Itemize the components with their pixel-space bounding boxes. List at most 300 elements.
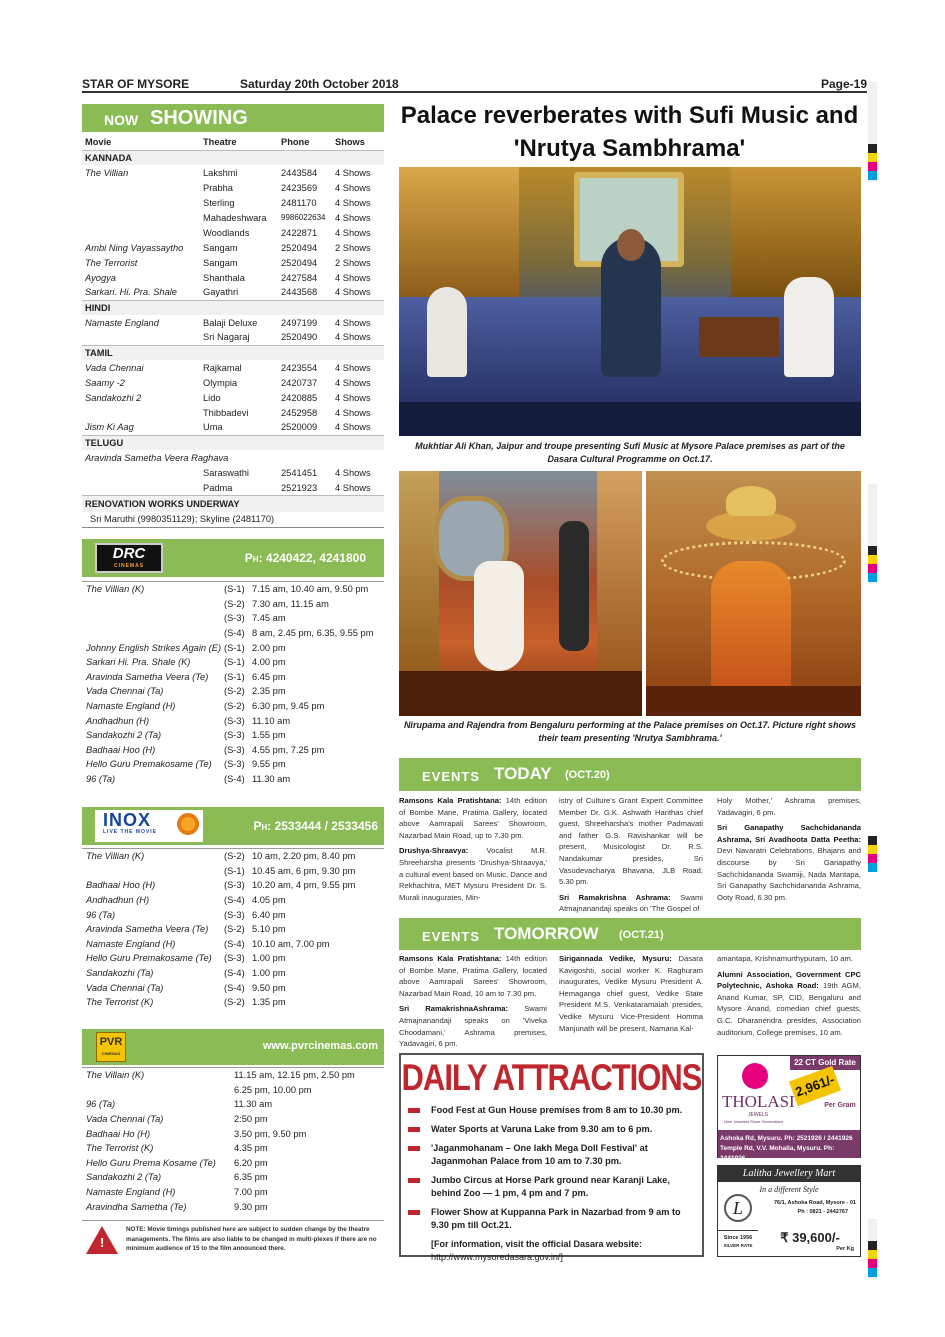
page-number: Page-19 [820, 77, 867, 91]
schedule-row [82, 699, 384, 714]
movie-cell: Namaste England (H) [86, 701, 176, 712]
table-row [82, 360, 384, 375]
screen-cell: (S-2) [224, 686, 245, 697]
sufi-music-photo [399, 167, 861, 436]
drc-phone: Ph: 4240422, 4241800 [244, 551, 366, 565]
color-marks [868, 1219, 877, 1279]
schedule-row [82, 1199, 384, 1214]
headline: Palace reverberates with Sufi Music and 'Nrutya Sambhrama' [400, 102, 859, 162]
inox-logo-text: INOX [103, 810, 152, 830]
event-item [399, 1003, 547, 1049]
inox-phone: Ph: 2533444 / 2533456 [253, 819, 378, 833]
schedule-row [82, 582, 384, 597]
screen-cell: (S-4) [224, 774, 245, 785]
time-cell: 6.20 pm [234, 1157, 268, 1168]
phone-cell: 2427584 [281, 272, 318, 283]
movie-cell [82, 405, 200, 420]
event-item [559, 892, 703, 915]
attraction-item: Food Fest at Gun House premises from 8 am to 10.30 pm. [401, 1104, 694, 1117]
event-detail: istry of Culture's Grant Expert Committee Member Dr. G.K. Ashwath Harithas chief guest, Shreeharsha's mother Padmavati and father G.S. Ravishankar will be present, Musicologist Dr. R.S. Nandakumar presides, Sri Vasudevacharya Bhavana, JLB Road, 5.30 pm. [559, 796, 703, 887]
time-cell: 10 am, 2.20 pm, 8.40 pm [252, 851, 356, 862]
pvr-logo-sub: CINEMAS [101, 1051, 121, 1056]
movie-cell: 96 (Ta) [86, 774, 116, 785]
event-venue: Drushya-Shraavya: [399, 846, 469, 856]
theatre-cell: Gayathri [203, 287, 239, 298]
event-item [717, 969, 861, 1039]
phone-cell: 2520009 [281, 422, 318, 433]
movie-cell [82, 626, 224, 641]
screen-cell: (S-2) [224, 851, 245, 862]
schedule-row [82, 966, 384, 981]
movie-cell: Ambi Ning Vayassaytho [85, 242, 184, 253]
movie-cell: Hello Guru Premakosame (Te) [86, 759, 212, 770]
table-row [82, 390, 384, 405]
time-cell: 10.10 am, 7.00 pm [252, 938, 330, 949]
section-row [82, 345, 384, 360]
time-cell: 4.05 pm [252, 895, 286, 906]
schedule-row [82, 597, 384, 612]
event-detail: 14th edition of Bombe Mane, Pratima Gallery, located above Aamrapali Sarees' Showroom, Nazarbad Main Road, 10 am to 7.30 pm. [399, 954, 547, 998]
lalitha-name: Lalitha Jewellery Mart [718, 1166, 860, 1182]
movie-cell: Vada Chennai (Ta) [86, 686, 164, 697]
inox-header [82, 807, 384, 845]
movie-cell: Vada Chennai (Ta) [86, 1114, 164, 1125]
table-row [82, 450, 384, 465]
time-cell: 10.20 am, 4 pm, 9.55 pm [252, 880, 356, 891]
schedule-row [82, 1141, 384, 1156]
movie-cell: Jism Ki Aag [85, 422, 134, 433]
inox-logo [95, 810, 203, 842]
event-item [717, 822, 861, 903]
table-row [82, 480, 384, 495]
time-cell: 6.45 pm [252, 671, 286, 682]
movie-cell: The Terrorist (K) [86, 997, 154, 1008]
event-detail: 14th edition of Bombe Mane, Pratima Gallery, located above Aamrapali Sarees' Showroom, Nazarbad Main Road, up to 7.30 pm. [399, 796, 547, 840]
inox-logo-sub: LIVE THE MOVIE [103, 829, 158, 835]
theatre-cell: Uma [203, 422, 223, 433]
event-detail: amantapa, Krishnamurthypuram, 10 am. [717, 954, 853, 963]
time-cell: 5.10 pm [252, 924, 286, 935]
screen-cell: (S-3) [224, 953, 245, 964]
schedule-row [82, 893, 384, 908]
movie-cell: Namaste England [85, 317, 159, 328]
drc-logo [95, 543, 163, 573]
time-cell: 11.15 am, 12.15 pm, 2.50 pm [234, 1070, 355, 1081]
schedule-row [82, 772, 384, 787]
theatre-cell: Prabha [203, 182, 233, 193]
drc-logo-sub: CINEMAS [113, 563, 145, 569]
shows-cell: 4 Shows [335, 182, 371, 193]
schedule-row [82, 951, 384, 966]
table-row [82, 405, 384, 420]
table-row [82, 240, 384, 255]
screen-cell: (S-1) [224, 671, 245, 682]
screen-cell: (S-3) [224, 715, 245, 726]
phone-cell: 2541451 [281, 467, 318, 478]
event-detail: Swami Atmajnanandaji speaks on 'The Gospel of [559, 892, 703, 914]
pvr-header [82, 1029, 384, 1065]
screen-cell: (S-3) [224, 744, 245, 755]
movie-cell: Namaste England (H) [86, 1187, 176, 1198]
movie-cell: The Villian (K) [86, 584, 145, 595]
events-tomorrow-w1: EVENTS [422, 929, 481, 944]
movie-cell: Sandakozhi 2 (Ta) [86, 1172, 162, 1183]
issue-date: Saturday 20th October 2018 [240, 77, 399, 91]
shows-cell: 4 Shows [335, 317, 371, 328]
tholasi-name: THOLASI [722, 1092, 795, 1111]
pvr-website-link[interactable]: www.pvrcinemas.com [262, 1040, 378, 1052]
phone-cell: 2520494 [281, 257, 318, 268]
schedule-row [82, 728, 384, 743]
time-cell: 4.55 pm, 7.25 pm [252, 744, 325, 755]
event-item [717, 953, 861, 965]
movie-cell: Sandakozhi 2 (Ta) [86, 730, 162, 741]
section-title: TELUGU [82, 435, 384, 450]
phone-cell: 2520490 [281, 332, 318, 343]
time-cell: 1.00 pm [252, 953, 286, 964]
events-today-header [399, 758, 861, 791]
attraction-item: Jumbo Circus at Horse Park ground near Karanji Lake, behind Zoo — 1 pm, 4 pm and 7 pm. [401, 1174, 694, 1200]
movie-cell: Aravindha Sametha (Te) [86, 1201, 187, 1212]
daily-info: [For information, visit the official Dasara website: [431, 1239, 643, 1249]
schedule-row [82, 1068, 384, 1083]
title-big: SHOWING [150, 107, 248, 129]
column-header: Shows [335, 137, 365, 148]
phone-cell: 2452958 [281, 407, 318, 418]
theatre-cell: Balaji Deluxe [203, 317, 258, 328]
event-detail: Vocalist M.R. Shreeharsha presents 'Drushya-Shraavya,' a cultural event based on Music, Dance and Rekhachitra, MET Mysuru President Dr. S. Murali inaugurates, Min- [399, 846, 547, 902]
lalitha-price: ₹ 39,600/- [780, 1230, 840, 1245]
screen-cell: (S-2) [224, 997, 245, 1008]
time-cell: 11.30 am [234, 1099, 273, 1110]
lalitha-ad [717, 1165, 861, 1257]
movie-cell [82, 480, 200, 495]
event-item [559, 953, 703, 1034]
theatre-cell: Olympia [203, 377, 238, 388]
drc-logo-text: DRC [112, 545, 146, 562]
section-row [82, 150, 384, 165]
tholasi-tag: Nine Jewelers Since Generations [724, 1119, 784, 1124]
table-row [82, 270, 384, 285]
time-cell: 11.10 am [252, 715, 291, 726]
time-cell: 7.15 am, 10.40 am, 9.50 pm [252, 584, 369, 595]
renovation-title: RENOVATION WORKS UNDERWAY [82, 495, 384, 512]
screen-cell: (S-2) [224, 701, 245, 712]
schedule-row [82, 849, 384, 864]
caption-sufi: Mukhtiar Ali Khan, Jaipur and troupe presenting Sufi Music at Mysore Palace premises as part of the Dasara Cultural Programme on Oct.17. [415, 441, 845, 464]
event-item [399, 845, 547, 903]
shows-cell: 4 Shows [335, 287, 371, 298]
schedule-row [82, 670, 384, 685]
events-today-body [399, 795, 861, 914]
screen-cell: (S-4) [224, 628, 245, 639]
phone-cell: 2443568 [281, 287, 318, 298]
table-row [82, 465, 384, 480]
phone-cell: 9986022634 [281, 213, 326, 222]
event-venue: Sri Ganapathy Sachchidananda Ashrama, Sri Avadhoota Datta Peetha: [717, 823, 861, 844]
theatre-cell: Lido [203, 392, 221, 403]
screen-cell: (S-3) [224, 613, 245, 624]
shows-cell: 4 Shows [335, 212, 371, 223]
movie-cell: Johnny English Strikes Again (E) [86, 642, 222, 653]
movie-cell [82, 195, 200, 210]
tholasi-sub: JEWELS [748, 1112, 769, 1118]
table-row [82, 285, 384, 300]
movie-cell: The Terrorist (K) [86, 1143, 154, 1154]
screen-cell: (S-1) [224, 865, 245, 876]
schedule-row [82, 937, 384, 952]
movie-cell: The Villian (K) [86, 851, 145, 862]
warning-icon-mark: ! [100, 1235, 105, 1250]
theatre-cell: Sterling [203, 197, 235, 208]
movie-cell [82, 210, 200, 225]
movie-cell: Badhaai Hoo (H) [86, 744, 156, 755]
theatre-cell: Sangam [203, 242, 238, 253]
phone-cell: 2521923 [281, 482, 318, 493]
section-title: TAMIL [82, 345, 384, 360]
movie-cell: Andhadhun (H) [86, 895, 150, 906]
shows-cell: 4 Shows [335, 332, 371, 343]
screen-cell: (S-3) [224, 909, 245, 920]
caption-dance: Nirupama and Rajendra from Bengaluru performing at the Palace premises on Oct.17. Picture right shows their team presenting 'Nrutya Sambhrama.' [403, 720, 857, 743]
color-marks [868, 82, 877, 182]
lalitha-slogan: In a different Style [759, 1185, 819, 1194]
time-cell: 3.50 pm, 9.50 pm [234, 1128, 307, 1139]
time-cell: 9.50 pm [252, 982, 286, 993]
events-tomorrow-header [399, 918, 861, 950]
column-header: Movie [85, 137, 112, 148]
movie-cell [82, 597, 224, 612]
movie-cell [82, 225, 200, 240]
phone-cell: 2443584 [281, 167, 318, 178]
color-marks [868, 484, 877, 584]
movie-cell: Sarkari Hi. Pra. Shale (K) [86, 657, 191, 668]
screen-cell: (S-4) [224, 895, 245, 906]
shows-cell: 2 Shows [335, 257, 371, 268]
schedule-row [82, 1185, 384, 1200]
shows-cell: 4 Shows [335, 377, 371, 388]
movie-cell [82, 611, 224, 626]
movie-cell [82, 330, 200, 345]
time-cell: 6.25 pm, 10.00 pm [234, 1084, 312, 1095]
time-cell: 1.35 pm [252, 997, 286, 1008]
event-detail: Swami Atmajnanandaji speaks on 'Viveka Choodamani,' Ashrama premises, Yadavagiri, 6 pm. [399, 1004, 547, 1049]
time-cell: 8 am, 2.45 pm, 6.35, 9.55 pm [252, 628, 374, 639]
title-small: NOW [104, 112, 139, 128]
shows-cell: 4 Shows [335, 362, 371, 373]
movie-cell: Saamy -2 [85, 377, 125, 388]
dance-photo [399, 471, 642, 716]
theatre-cell: Padma [203, 482, 233, 493]
inox-sun-icon [177, 813, 199, 835]
phone-cell: 2420885 [281, 392, 318, 403]
table-row [82, 180, 384, 195]
time-cell: 6.35 pm [234, 1172, 268, 1183]
movie-cell [82, 864, 224, 879]
section-title: KANNADA [82, 150, 384, 165]
shows-cell: 4 Shows [335, 272, 371, 283]
note-label: NOTE: [126, 1226, 146, 1233]
time-cell: 10.45 am, 6 pm, 9.30 pm [252, 865, 356, 876]
schedule-row [82, 655, 384, 670]
section-title: HINDI [82, 300, 384, 315]
time-cell: 2.35 pm [252, 686, 286, 697]
phone-cell: 2497199 [281, 317, 318, 328]
schedule-row [82, 907, 384, 922]
movie-cell: Badhaai Hoo (H) [86, 880, 156, 891]
screen-cell: (S-4) [224, 938, 245, 949]
pvr-schedule [82, 1067, 384, 1214]
column-header: Theatre [203, 137, 237, 148]
screen-cell: (S-4) [224, 968, 245, 979]
schedule-row [82, 626, 384, 641]
phone-cell: 2423569 [281, 182, 318, 193]
movie-cell: Sandakozhi 2 [85, 392, 142, 403]
shows-cell: 4 Shows [335, 467, 371, 478]
schedule-row [82, 1097, 384, 1112]
shows-cell: 4 Shows [335, 197, 371, 208]
event-venue: Ramsons Kala Pratishtana: [399, 954, 502, 963]
schedule-row [82, 1112, 384, 1127]
time-cell: 7.30 am, 11.15 am [252, 598, 329, 609]
screen-cell: (S-3) [224, 880, 245, 891]
time-cell: 1.00 pm [252, 968, 286, 979]
movie-cell: Aravinda Sametha Veera (Te) [86, 924, 209, 935]
column-header: Phone [281, 137, 310, 148]
time-cell: 7.45 am [252, 613, 286, 624]
event-detail: Dasara Kavigoshti, social worker K. Raghuram inaugurates, Vedike Mysuru President A. Hemaganga chief guest, Vedike State President M.S. Venkataramaiah presides, Vedike Mysuru Vice-President Homma Manjunath will be present, Namana Kal- [559, 954, 703, 1033]
event-detail: 19th AGM, Anand Kumar, SP, CID, Bengaluru and Mysore Anand, comedian chief guests, G.C. Dharanendra presides, Association auditorium, College premises, 10 am. [717, 981, 861, 1037]
event-detail: Devi Navaratri Celebrations, Bhajans and discourse by Sri Ganapathy Sachchidananda Swamiji, Nada Mantapa, Sri Ganapathy Sachchidananda Ashrama, Ooty Road, 6.30 pm. [717, 846, 861, 902]
time-cell: 6.30 pm, 9.45 pm [252, 701, 325, 712]
event-item [399, 795, 547, 841]
screen-cell: (S-1) [224, 642, 245, 653]
schedule-row [82, 995, 384, 1010]
schedule-row [82, 743, 384, 758]
daily-attractions-box [399, 1053, 704, 1262]
time-cell: 11.30 am [252, 774, 291, 785]
section-row [82, 435, 384, 450]
note-box [82, 1220, 384, 1256]
movie-cell: Ayogya [85, 272, 116, 283]
time-cell: 9.55 pm [252, 759, 286, 770]
tholasi-ad [717, 1055, 861, 1162]
theatre-cell: Saraswathi [203, 467, 249, 478]
event-venue: Sirigannada Vedike, Mysuru: [559, 954, 672, 963]
event-venue: Ramsons Kala Pratishtana: [399, 796, 502, 805]
table-row [82, 165, 384, 180]
event-detail: Holy Mother,' Ashrama premises, Yadavagiri, 6 pm. [717, 796, 861, 817]
schedule-row [82, 640, 384, 655]
event-item [717, 795, 861, 818]
drc-header [82, 539, 384, 577]
attraction-item: Flower Show at Kuppanna Park in Nazarbad from 9 am to 9.30 pm till Oct.21. [401, 1206, 694, 1232]
theatre-cell: Shanthala [203, 272, 245, 283]
schedule-row [82, 1170, 384, 1185]
movie-cell: The Villain (K) [86, 1070, 145, 1081]
time-cell: 7.00 pm [234, 1187, 268, 1198]
screen-cell: (S-2) [224, 598, 245, 609]
theatre-cell: Lakshmi [203, 167, 238, 178]
movie-cell: Sarkari. Hi. Pra. Shale [85, 287, 177, 298]
drc-schedule [82, 581, 384, 786]
time-cell: 9.30 pm [234, 1201, 268, 1212]
movie-cell [82, 180, 200, 195]
movie-cell: Vada Chennai [85, 362, 144, 373]
phone-cell: 2423554 [281, 362, 318, 373]
schedule-row [82, 980, 384, 995]
table-row [82, 375, 384, 390]
section-row [82, 300, 384, 315]
phone-cell: 2422871 [281, 227, 318, 238]
movie-cell: Aravinda Sametha Veera Raghava [85, 452, 229, 463]
schedule-row [82, 684, 384, 699]
table-header [82, 135, 384, 150]
movie-cell: The Terrorist [85, 257, 138, 268]
nrutya-sambhrama-photo [646, 471, 861, 716]
movie-cell [82, 1083, 234, 1098]
event-item [399, 953, 547, 999]
tholasi-peacock-icon [742, 1063, 768, 1089]
events-tomorrow-body [399, 953, 861, 1049]
movie-cell: Vada Chennai (Ta) [86, 982, 164, 993]
schedule-row [82, 713, 384, 728]
schedule-row [82, 878, 384, 893]
event-venue: Sri Ramakrishna Ashrama: [559, 892, 671, 902]
schedule-row [82, 864, 384, 879]
table-row [82, 315, 384, 330]
theatre-cell: Rajkamal [203, 362, 242, 373]
lalitha-since: Since 1956 [723, 1235, 753, 1241]
time-cell: 6.40 pm [252, 909, 286, 920]
shows-cell: 4 Shows [335, 422, 371, 433]
event-venue: Alumni Association, Government CPC Polytechnic, Ashoka Road: [717, 969, 861, 991]
table-row [82, 225, 384, 240]
tholasi-rate-title: 22 CT Gold Rate [790, 1056, 860, 1070]
time-cell: 1.55 pm [252, 730, 286, 741]
table-row [82, 420, 384, 435]
phone-cell: 2420737 [281, 377, 318, 388]
inox-schedule [82, 848, 384, 1010]
renovation-text: Sri Maruthi (9980351129); Skyline (2481170) [82, 512, 384, 528]
event-venue: Sri RamakrishnaAshrama: [399, 1004, 509, 1014]
movie-cell: Andhadhun (H) [86, 715, 150, 726]
shows-cell: 2 Shows [335, 242, 371, 253]
shows-cell: 4 Shows [335, 407, 371, 418]
table-row [82, 255, 384, 270]
theatre-cell: Sangam [203, 257, 238, 268]
screen-cell: (S-2) [224, 924, 245, 935]
shows-cell: 4 Shows [335, 167, 371, 178]
theatre-cell: Thibbadevi [203, 407, 249, 418]
attraction-item: 'Jaganmohanam – One lakh Mega Doll Festival' at Jaganmohan Palace from 10 am to 7.30 pm. [401, 1142, 694, 1168]
screen-cell: (S-3) [224, 730, 245, 741]
time-cell: 2.00 pm [252, 642, 286, 653]
now-showing-table [82, 135, 384, 528]
movie-cell: Sandakozhi (Ta) [86, 968, 154, 979]
time-cell: 2:50 pm [234, 1114, 268, 1125]
daily-url[interactable]: http://www.mysoredasara.gov.in/] [431, 1252, 563, 1262]
screen-cell: (S-4) [224, 982, 245, 993]
events-today-w2: TODAY [494, 764, 552, 783]
theatre-cell: Woodlands [203, 227, 250, 238]
lalitha-per: Per Kg [836, 1246, 854, 1252]
theatre-cell: Sri Nagaraj [203, 332, 250, 343]
movie-cell: Badhaai Ho (H) [86, 1128, 151, 1139]
shows-cell: 4 Shows [335, 227, 371, 238]
color-marks [868, 836, 877, 883]
table-row [82, 195, 384, 210]
